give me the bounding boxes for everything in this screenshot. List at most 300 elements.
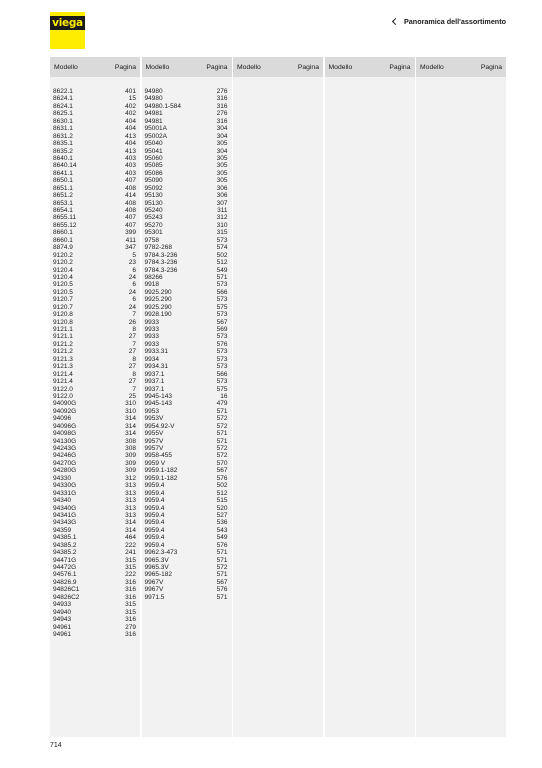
model-cell: 9937.1 — [144, 378, 165, 386]
table-row — [50, 304, 140, 311]
table-column-4 — [325, 57, 415, 737]
model-cell: 95301 — [144, 229, 163, 237]
model-cell: 8655.12 — [53, 221, 77, 229]
model-cell: 94385.2 — [53, 549, 77, 557]
model-cell: 9959 V — [144, 459, 166, 467]
model-cell: 94981 — [144, 110, 163, 118]
model-cell: 94576.1 — [53, 571, 77, 579]
page-cell: 403 — [125, 162, 136, 170]
page-number: 714 — [50, 742, 62, 749]
page-cell: 279 — [125, 623, 136, 631]
page-cell: 16 — [220, 392, 228, 400]
page-cell: 305 — [216, 162, 228, 170]
page-cell: 306 — [216, 184, 228, 192]
table-row — [142, 229, 232, 236]
page-cell: 567 — [216, 467, 228, 475]
model-cell: 8625.1 — [53, 110, 73, 118]
table-row — [50, 348, 140, 355]
rows-col1 — [50, 77, 140, 638]
model-cell: 9122.0 — [53, 385, 73, 393]
model-cell: 9782-268 — [144, 244, 172, 252]
page-cell: 313 — [125, 504, 136, 512]
table-row — [142, 222, 232, 229]
table-row — [142, 505, 232, 512]
page-cell: 571 — [216, 430, 228, 438]
table-row — [50, 460, 140, 467]
model-cell: 9121.3 — [53, 355, 73, 363]
page-cell: 402 — [125, 110, 136, 118]
model-cell: 9959.4 — [144, 534, 165, 542]
page-cell: 573 — [216, 236, 228, 244]
model-cell: 94343G — [53, 519, 77, 527]
page-cell: 8 — [132, 370, 136, 378]
page-cell: 305 — [216, 140, 228, 148]
page-cell: 316 — [125, 586, 136, 594]
page-cell: 414 — [125, 192, 136, 200]
table-row — [50, 274, 140, 281]
model-cell: 8624.1 — [53, 102, 73, 110]
page-cell: 576 — [216, 586, 228, 594]
page-cell: 407 — [125, 214, 136, 222]
model-cell: 95085 — [144, 162, 163, 170]
table-row — [50, 415, 140, 422]
table-row — [50, 95, 140, 102]
table-row — [50, 214, 140, 221]
page-cell: 536 — [216, 519, 228, 527]
page-cell: 315 — [125, 601, 136, 609]
page-cell: 407 — [125, 221, 136, 229]
index-table — [50, 57, 506, 737]
table-row — [50, 542, 140, 549]
page-cell: 527 — [216, 511, 228, 519]
table-row — [50, 445, 140, 452]
table-row — [50, 482, 140, 489]
model-cell: 8874.9 — [53, 244, 73, 252]
table-row — [142, 170, 232, 177]
table-row — [50, 103, 140, 110]
table-row — [50, 609, 140, 616]
model-cell: 94826C1 — [53, 586, 80, 594]
page-cell: 569 — [216, 326, 228, 333]
model-cell: 9928.190 — [144, 311, 172, 319]
model-cell: 94933 — [53, 601, 72, 609]
model-cell: 9934.31 — [144, 363, 168, 371]
page-cell: 308 — [125, 437, 136, 445]
table-row — [142, 185, 232, 192]
page-cell: 316 — [125, 578, 136, 586]
model-cell: 94331G — [53, 489, 77, 497]
model-cell: 94385.1 — [53, 534, 77, 542]
column-header — [142, 57, 232, 77]
page-cell: 502 — [216, 482, 228, 490]
page-cell: 27 — [128, 363, 136, 371]
page-cell: 313 — [125, 497, 136, 505]
table-row — [50, 579, 140, 586]
page-cell: 399 — [125, 229, 136, 237]
page-cell: 314 — [125, 526, 136, 534]
page-cell: 316 — [125, 593, 136, 601]
table-row — [142, 319, 232, 326]
logo-wordmark: viega — [50, 16, 85, 30]
table-row — [50, 133, 140, 140]
model-cell: 9959.4 — [144, 526, 165, 534]
table-row — [50, 386, 140, 393]
model-cell: 95240 — [144, 207, 163, 214]
page-cell: 26 — [128, 318, 136, 326]
table-row — [50, 393, 140, 400]
model-cell: 8660.1 — [53, 229, 73, 237]
model-cell: 9967V — [144, 578, 164, 586]
table-row — [50, 110, 140, 117]
table-row — [50, 363, 140, 370]
model-cell: 9120.2 — [53, 251, 73, 259]
table-row — [50, 200, 140, 207]
table-row — [142, 482, 232, 489]
table-row — [142, 571, 232, 578]
page-cell: 408 — [125, 184, 136, 192]
table-row — [142, 237, 232, 244]
table-row — [142, 512, 232, 519]
table-row — [142, 356, 232, 363]
table-row — [142, 244, 232, 251]
table-row — [142, 490, 232, 497]
page-cell: 574 — [216, 244, 228, 252]
page-cell: 573 — [216, 311, 228, 319]
table-row — [142, 140, 232, 147]
model-cell: 9918 — [144, 281, 159, 289]
page-cell: 316 — [216, 117, 228, 125]
page-cell: 313 — [125, 489, 136, 497]
table-row — [142, 415, 232, 422]
page-cell: 347 — [125, 244, 136, 252]
model-cell: 9971.5 — [144, 593, 165, 601]
page-cell: 570 — [216, 459, 228, 467]
model-cell: 94980.1-584 — [144, 102, 182, 110]
table-row — [50, 319, 140, 326]
model-cell: 94826.9 — [53, 578, 77, 586]
model-cell: 9758 — [144, 236, 159, 244]
page-cell: 309 — [125, 467, 136, 475]
table-row — [50, 601, 140, 608]
model-cell: 94340G — [53, 504, 77, 512]
table-row — [50, 512, 140, 519]
page-cell: 408 — [125, 207, 136, 214]
model-cell: 9120.7 — [53, 296, 73, 304]
page-cell: 6 — [132, 281, 136, 289]
table-row — [50, 586, 140, 593]
page-cell: 313 — [125, 482, 136, 490]
model-cell: 9121.1 — [53, 333, 73, 341]
model-cell: 9965.3V — [144, 564, 169, 571]
page-cell: 315 — [125, 564, 136, 571]
table-row — [142, 214, 232, 221]
page-header: Pagina — [114, 63, 136, 71]
page-cell: 315 — [125, 556, 136, 564]
page-cell: 314 — [125, 430, 136, 438]
table-row — [50, 162, 140, 169]
page-cell: 515 — [216, 497, 228, 505]
page-cell: 573 — [216, 348, 228, 356]
model-cell: 9120.2 — [53, 259, 73, 267]
model-cell: 9933 — [144, 333, 159, 341]
table-row — [50, 356, 140, 363]
page-cell: 571 — [216, 556, 228, 564]
table-row — [142, 341, 232, 348]
table-row — [50, 438, 140, 445]
table-row — [142, 549, 232, 556]
table-row — [142, 155, 232, 162]
model-cell: 95270 — [144, 221, 163, 229]
model-cell: 94246G — [53, 452, 77, 460]
page-cell: 276 — [216, 88, 228, 95]
page-cell: 312 — [125, 474, 136, 482]
page-cell: 404 — [125, 125, 136, 133]
model-cell: 9945-143 — [144, 392, 172, 400]
page-cell: 8 — [132, 326, 136, 333]
table-row — [142, 118, 232, 125]
page-cell: 316 — [216, 102, 228, 110]
table-row — [142, 586, 232, 593]
table-row — [142, 542, 232, 549]
table-row — [142, 460, 232, 467]
table-row — [142, 579, 232, 586]
page-cell: 310 — [125, 407, 136, 415]
table-row — [50, 289, 140, 296]
model-cell: 95002A — [144, 132, 167, 140]
table-row — [142, 177, 232, 184]
model-cell: 8640.1 — [53, 154, 73, 162]
rows-col2 — [142, 77, 232, 601]
model-cell: 94280G — [53, 467, 77, 475]
page-cell: 404 — [125, 140, 136, 148]
table-row — [50, 497, 140, 504]
page-cell: 408 — [125, 199, 136, 207]
table-row — [142, 311, 232, 318]
table-row — [142, 386, 232, 393]
page-cell: 573 — [216, 296, 228, 304]
page-cell: 7 — [132, 385, 136, 393]
model-cell: 9957V — [144, 437, 164, 445]
table-row — [50, 527, 140, 534]
model-cell: 9959.4 — [144, 504, 165, 512]
model-cell: 9120.4 — [53, 273, 73, 281]
table-row — [50, 222, 140, 229]
page-cell: 572 — [216, 415, 228, 423]
column-header — [233, 57, 323, 77]
model-cell: 94096 — [53, 415, 72, 423]
page-cell: 309 — [125, 459, 136, 467]
table-row — [50, 557, 140, 564]
table-column-1 — [50, 57, 140, 737]
table-row — [142, 274, 232, 281]
table-row — [142, 363, 232, 370]
page-cell: 572 — [216, 564, 228, 571]
page-cell: 502 — [216, 251, 228, 259]
model-cell: 9120.8 — [53, 318, 73, 326]
model-cell: 94961 — [53, 623, 72, 631]
page-cell: 315 — [125, 608, 136, 616]
model-cell: 9937.1 — [144, 370, 165, 378]
page-cell: 24 — [128, 303, 136, 311]
page-cell: 27 — [128, 378, 136, 386]
table-row — [50, 237, 140, 244]
page-cell: 222 — [125, 571, 136, 579]
table-row — [50, 244, 140, 251]
table-row — [50, 207, 140, 214]
table-row — [50, 140, 140, 147]
page-cell: 23 — [128, 259, 136, 267]
model-cell: 8650.1 — [53, 177, 73, 185]
page-cell: 314 — [125, 415, 136, 423]
table-row — [142, 333, 232, 340]
column-header — [325, 57, 415, 77]
model-cell: 9953 — [144, 407, 159, 415]
page-cell: 571 — [216, 437, 228, 445]
page-cell: 576 — [216, 474, 228, 482]
table-row — [50, 467, 140, 474]
table-row — [142, 594, 232, 601]
page-cell: 314 — [125, 422, 136, 430]
model-cell: 8630.1 — [53, 117, 73, 125]
page-cell: 313 — [125, 511, 136, 519]
page-cell: 24 — [128, 273, 136, 281]
page-cell: 571 — [216, 273, 228, 281]
table-row — [142, 519, 232, 526]
model-cell: 9925.290 — [144, 303, 172, 311]
page-cell: 549 — [216, 534, 228, 542]
page-cell: 573 — [216, 355, 228, 363]
model-cell: 95130 — [144, 192, 163, 200]
page-header: Pagina — [206, 63, 228, 71]
model-cell: 9959.4 — [144, 541, 165, 549]
table-row — [50, 423, 140, 430]
table-row — [142, 467, 232, 474]
model-cell: 9933 — [144, 340, 159, 348]
page-cell: 309 — [125, 452, 136, 460]
column-header — [416, 57, 506, 77]
page-cell: 27 — [128, 333, 136, 341]
model-cell: 9959.4 — [144, 489, 165, 497]
page-cell: 464 — [125, 534, 136, 542]
page-cell: 306 — [216, 192, 228, 200]
model-cell: 9954.92-V — [144, 422, 175, 430]
page-cell: 304 — [216, 125, 228, 133]
table-row — [142, 497, 232, 504]
model-cell: 9967V — [144, 586, 164, 594]
table-row — [142, 557, 232, 564]
model-cell: 9784.3-236 — [144, 266, 178, 274]
page-cell: 403 — [125, 154, 136, 162]
page-cell: 571 — [216, 407, 228, 415]
table-row — [50, 475, 140, 482]
table-row — [50, 505, 140, 512]
table-row — [50, 616, 140, 623]
model-cell: 9957V — [144, 445, 164, 452]
page-cell: 571 — [216, 593, 228, 601]
table-row — [142, 133, 232, 140]
table-row — [142, 296, 232, 303]
page-cell: 571 — [216, 549, 228, 557]
table-row — [142, 438, 232, 445]
table-row — [50, 148, 140, 155]
page-cell: 575 — [216, 385, 228, 393]
table-row — [142, 445, 232, 452]
table-row — [142, 430, 232, 437]
model-cell: 95001A — [144, 125, 167, 133]
table-row — [50, 125, 140, 132]
table-row — [142, 110, 232, 117]
table-column-3 — [233, 57, 323, 737]
model-header: Modello — [420, 63, 444, 71]
model-cell: 94096G — [53, 422, 77, 430]
page-cell: 6 — [132, 296, 136, 304]
page-cell: 576 — [216, 541, 228, 549]
model-cell: 9959.4 — [144, 511, 165, 519]
model-cell: 9945-143 — [144, 400, 172, 408]
table-row — [50, 400, 140, 407]
page-cell: 316 — [125, 630, 136, 638]
model-cell: 8660.1 — [53, 236, 73, 244]
model-cell: 8654.1 — [53, 207, 73, 214]
page-cell: 407 — [125, 177, 136, 185]
chevron-left-icon — [392, 18, 399, 25]
table-row — [142, 95, 232, 102]
page-cell: 312 — [216, 214, 228, 222]
model-cell: 94098G — [53, 430, 77, 438]
model-cell: 95086 — [144, 169, 163, 177]
model-cell: 9953V — [144, 415, 164, 423]
page-cell: 304 — [216, 147, 228, 155]
page-cell: 305 — [216, 177, 228, 185]
page-cell: 15 — [128, 95, 136, 103]
page-cell: 308 — [125, 445, 136, 452]
column-header — [50, 57, 140, 77]
table-row — [50, 341, 140, 348]
table-row — [142, 534, 232, 541]
table-row — [50, 259, 140, 266]
model-cell: 8640.14 — [53, 162, 77, 170]
table-row — [142, 348, 232, 355]
assortment-overview-link[interactable] — [393, 17, 506, 26]
page-cell: 567 — [216, 318, 228, 326]
page-header: Pagina — [297, 63, 319, 71]
model-cell: 9959.4 — [144, 497, 165, 505]
table-row — [50, 534, 140, 541]
table-row — [50, 490, 140, 497]
page-cell: 413 — [125, 132, 136, 140]
model-cell: 9933 — [144, 318, 159, 326]
page-cell: 567 — [216, 578, 228, 586]
table-row — [142, 88, 232, 95]
page-cell: 311 — [217, 207, 228, 214]
page-cell: 316 — [216, 95, 228, 103]
model-cell: 94340 — [53, 497, 72, 505]
model-cell: 9925.290 — [144, 288, 172, 296]
model-cell: 8631.2 — [53, 132, 73, 140]
model-cell: 9120.7 — [53, 303, 73, 311]
model-cell: 9122.0 — [53, 392, 73, 400]
model-cell: 8641.1 — [53, 169, 73, 177]
model-cell: 95092 — [144, 184, 163, 192]
page-cell: 7 — [132, 311, 136, 319]
page-cell: 573 — [216, 378, 228, 386]
page-cell: 479 — [216, 400, 228, 408]
model-cell: 94940 — [53, 608, 72, 616]
page-cell: 314 — [125, 519, 136, 527]
model-cell: 9959.4 — [144, 519, 165, 527]
model-cell: 94341G — [53, 511, 77, 519]
table-row — [142, 371, 232, 378]
